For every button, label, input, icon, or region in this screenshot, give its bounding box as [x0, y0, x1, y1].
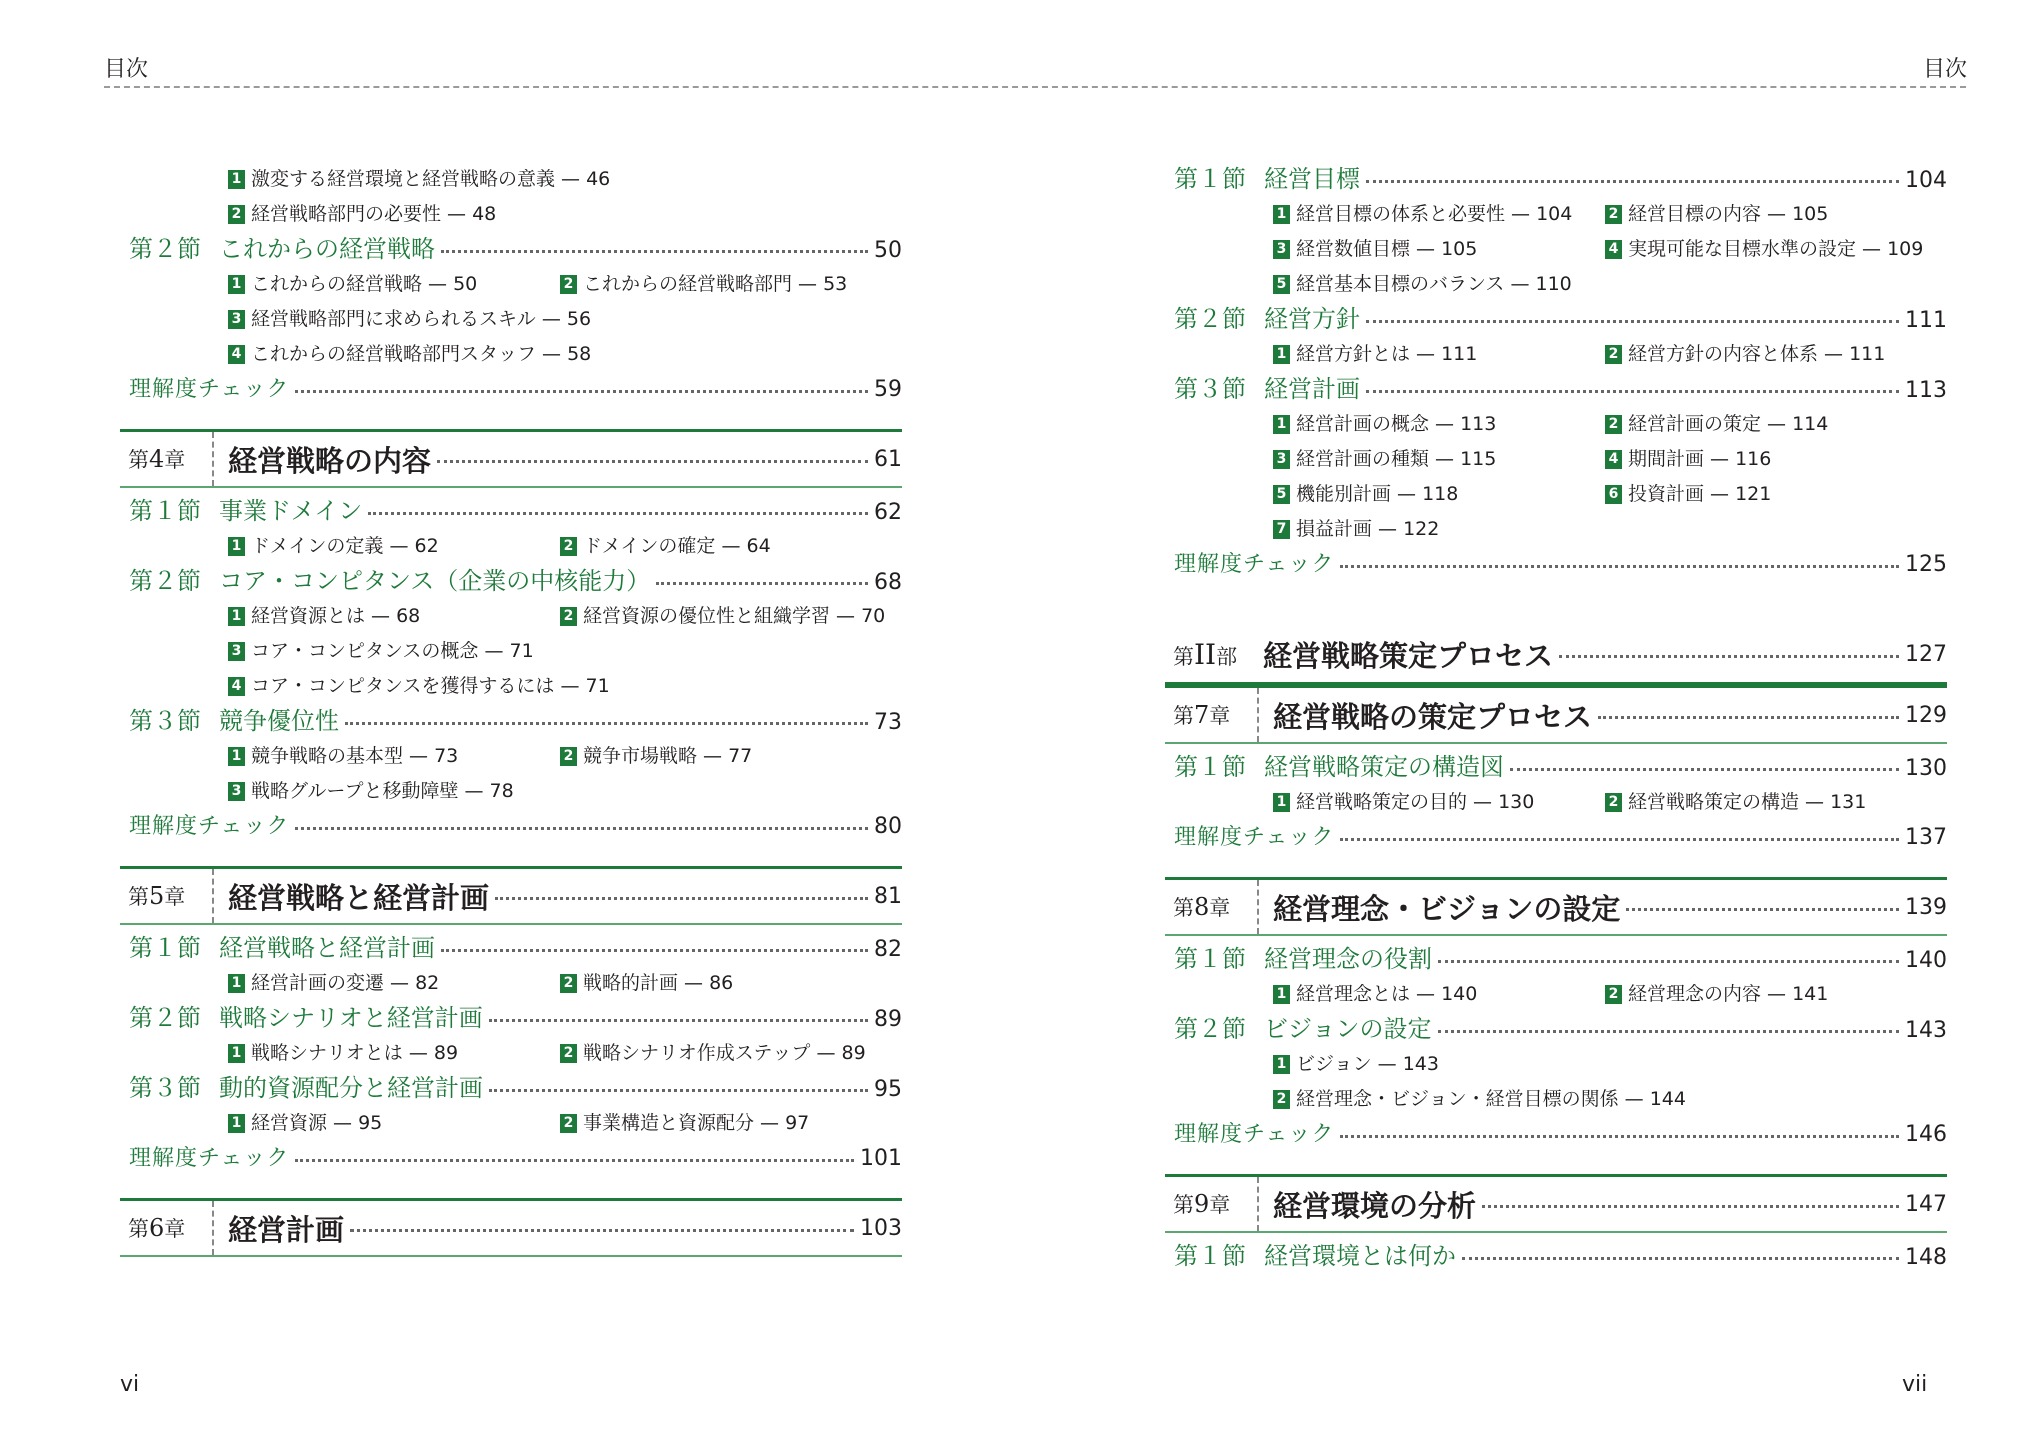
leader-dots	[1366, 320, 1899, 323]
chapter-title: 経営計画	[228, 1212, 345, 1247]
leader-dots	[1438, 1030, 1899, 1033]
section-title: 事業ドメイン	[219, 497, 363, 525]
toc-item[interactable]	[228, 529, 560, 564]
item-text: 事業構造と資源配分 — 97	[583, 1112, 810, 1134]
item-number-badge: 1	[228, 974, 245, 993]
section-title: これからの経営戦略	[219, 235, 435, 263]
toc-item[interactable]	[560, 529, 892, 564]
toc-item[interactable]	[1605, 477, 1937, 512]
section-label: 第１節	[129, 497, 201, 525]
section-row[interactable]	[120, 494, 902, 529]
item-number-badge: 4	[228, 345, 245, 364]
leader-dots	[1598, 716, 1899, 719]
item-group	[120, 1036, 902, 1071]
toc-item[interactable]	[228, 302, 902, 337]
item-group	[120, 267, 902, 372]
item-number-badge: 5	[1273, 275, 1290, 294]
toc-item[interactable]	[560, 1036, 892, 1071]
item-text: 損益計画 — 122	[1296, 518, 1440, 540]
toc-item[interactable]	[228, 774, 902, 809]
section-title: 動的資源配分と経営計画	[219, 1074, 483, 1102]
page-number: 111	[1905, 308, 1947, 333]
item-number-badge: 4	[1605, 450, 1622, 469]
page-number: 143	[1905, 1018, 1947, 1043]
chapter-title: 経営戦略と経営計画	[228, 880, 490, 915]
page-number: 80	[874, 814, 902, 839]
running-header-left: 目次	[104, 57, 149, 82]
leader-dots	[1340, 838, 1899, 841]
leader-dots	[437, 460, 868, 463]
item-group	[1165, 337, 1947, 372]
comprehension-check-row[interactable]	[1165, 1117, 1947, 1152]
toc-right-page	[1165, 162, 1947, 1274]
page-number: 148	[1905, 1245, 1947, 1270]
item-number-badge: 2	[560, 974, 577, 993]
item-number-badge: 2	[1605, 985, 1622, 1004]
item-text: 戦略グループと移動障壁 — 78	[251, 780, 514, 802]
item-text: 戦略シナリオ作成ステップ — 89	[583, 1042, 866, 1064]
item-group	[1165, 1047, 1947, 1117]
leader-dots	[1438, 960, 1899, 963]
item-text: 経営資源の優位性と組織学習 — 70	[583, 605, 886, 627]
page-number: 129	[1905, 702, 1947, 728]
page-number: 101	[860, 1146, 902, 1171]
item-text: ビジョン — 143	[1296, 1053, 1439, 1075]
page-number: 103	[860, 1215, 902, 1241]
section-title: 経営理念の役割	[1264, 945, 1432, 973]
chapter-title: 経営理念・ビジョンの設定	[1273, 891, 1621, 926]
chapter-title: 経営環境の分析	[1273, 1188, 1477, 1223]
toc-item[interactable]	[560, 1106, 892, 1141]
toc-item[interactable]	[228, 739, 560, 774]
leader-dots	[1340, 565, 1899, 568]
header-divider	[104, 86, 1966, 88]
section-label: 第１節	[129, 934, 201, 962]
item-text: 競争市場戦略 — 77	[583, 745, 753, 767]
section-label: 第２節	[1174, 305, 1246, 333]
item-text: 経営資源 — 95	[251, 1112, 383, 1134]
toc-item[interactable]	[1273, 785, 1605, 820]
item-number-badge: 7	[1273, 520, 1290, 539]
section-row[interactable]	[1165, 302, 1947, 337]
item-text: 経営戦略部門に求められるスキル — 56	[251, 308, 592, 330]
item-text: 実現可能な目標水準の設定 — 109	[1628, 238, 1924, 260]
section-row[interactable]	[120, 232, 902, 267]
toc-item[interactable]	[228, 966, 560, 1001]
check-title: 理解度チェック	[129, 377, 290, 402]
section-row[interactable]	[1165, 1239, 1947, 1274]
comprehension-check-row[interactable]	[120, 372, 902, 407]
chapter-title: 経営戦略の策定プロセス	[1273, 699, 1593, 734]
item-text: これからの経営戦略部門 — 53	[583, 273, 848, 295]
item-number-badge: 5	[1273, 485, 1290, 504]
page-number: 61	[874, 446, 902, 472]
toc-item[interactable]	[228, 1036, 560, 1071]
item-number-badge: 2	[560, 537, 577, 556]
item-text: これからの経営戦略 — 50	[251, 273, 478, 295]
leader-dots	[1510, 768, 1899, 771]
section-title: 経営戦略策定の構造図	[1264, 753, 1504, 781]
item-text: 経営基本目標のバランス — 110	[1296, 273, 1572, 295]
toc-item[interactable]	[228, 337, 902, 372]
item-text: ドメインの定義 — 62	[251, 535, 439, 557]
item-number-badge: 2	[1605, 415, 1622, 434]
chapter-heading-8[interactable]	[1165, 877, 1947, 936]
leader-dots	[1366, 390, 1899, 393]
item-group	[1165, 407, 1947, 547]
toc-item[interactable]	[1273, 1082, 1947, 1117]
item-group	[1165, 977, 1947, 1012]
section-row[interactable]	[120, 564, 902, 599]
toc-item[interactable]	[1273, 337, 1605, 372]
toc-item[interactable]	[560, 739, 892, 774]
page-number: 89	[874, 1007, 902, 1032]
item-text: 経営理念・ビジョン・経営目標の関係 — 144	[1296, 1088, 1686, 1110]
check-title: 理解度チェック	[1174, 825, 1335, 850]
leader-dots	[656, 582, 868, 585]
item-number-badge: 1	[228, 747, 245, 766]
section-row[interactable]	[1165, 372, 1947, 407]
toc-item[interactable]	[228, 267, 560, 302]
item-text: 経営資源とは — 68	[251, 605, 421, 627]
item-text: 経営計画の策定 — 114	[1628, 413, 1829, 435]
item-number-badge: 1	[1273, 345, 1290, 364]
toc-item[interactable]	[1605, 977, 1937, 1012]
toc-item[interactable]	[560, 599, 892, 634]
toc-item[interactable]	[1605, 442, 1937, 477]
item-number-badge: 2	[1273, 1090, 1290, 1109]
toc-item[interactable]	[1273, 512, 1947, 547]
leader-dots	[350, 1229, 854, 1232]
item-text: 経営理念の内容 — 141	[1628, 983, 1829, 1005]
item-number-badge: 1	[1273, 1055, 1290, 1074]
toc-item[interactable]	[1605, 407, 1937, 442]
leader-dots	[368, 512, 868, 515]
item-text: 経営計画の変遷 — 82	[251, 972, 440, 994]
item-group	[1165, 785, 1947, 820]
section-label: 第３節	[129, 1074, 201, 1102]
item-text: コア・コンピタンスの概念 — 71	[251, 640, 534, 662]
page-number: 68	[874, 570, 902, 595]
section-label: 第２節	[129, 567, 201, 595]
chapter-label: 第 7 章	[1165, 688, 1259, 742]
item-text: 機能別計画 — 118	[1296, 483, 1459, 505]
section-label: 第２節	[129, 235, 201, 263]
section-row[interactable]	[120, 704, 902, 739]
item-group	[120, 1106, 902, 1141]
page-number: 81	[874, 883, 902, 909]
item-number-badge: 1	[1273, 205, 1290, 224]
item-text: 戦略的計画 — 86	[583, 972, 734, 994]
chapter-heading-6[interactable]	[120, 1198, 902, 1257]
toc-item[interactable]	[1273, 442, 1605, 477]
toc-item[interactable]	[1605, 232, 1937, 267]
item-text: 経営戦略策定の目的 — 130	[1296, 791, 1535, 813]
item-text: これからの経営戦略部門スタッフ — 58	[251, 343, 592, 365]
leader-dots	[441, 250, 868, 253]
section-title: 競争優位性	[219, 707, 339, 735]
toc-item[interactable]	[1273, 477, 1605, 512]
toc-item[interactable]	[1605, 197, 1937, 232]
section-row[interactable]	[1165, 1012, 1947, 1047]
section-label: 第２節	[129, 1004, 201, 1032]
toc-item[interactable]	[560, 267, 892, 302]
item-text: 戦略シナリオとは — 89	[251, 1042, 459, 1064]
item-text: 経営目標の内容 — 105	[1628, 203, 1829, 225]
item-text: 経営目標の体系と必要性 — 104	[1296, 203, 1573, 225]
section-title: 経営環境とは何か	[1264, 1242, 1456, 1270]
item-group	[120, 599, 902, 704]
item-number-badge: 2	[560, 1114, 577, 1133]
leader-dots	[1626, 908, 1899, 911]
item-number-badge: 1	[228, 607, 245, 626]
section-title: コア・コンピタンス（企業の中核能力）	[219, 567, 651, 595]
leader-dots	[1366, 180, 1899, 183]
chapter-label: 第 5 章	[120, 869, 214, 923]
comprehension-check-row[interactable]	[1165, 820, 1947, 855]
toc-item[interactable]	[1273, 1047, 1947, 1082]
item-group	[120, 739, 902, 809]
section-label: 第３節	[129, 707, 201, 735]
section-row[interactable]	[1165, 942, 1947, 977]
page-number: 59	[874, 377, 902, 402]
leader-dots	[295, 1159, 854, 1162]
item-number-badge: 1	[228, 170, 245, 189]
item-number-badge: 2	[1605, 345, 1622, 364]
chapter-heading-5[interactable]	[120, 866, 902, 925]
section-label: 第１節	[1174, 753, 1246, 781]
item-number-badge: 2	[1605, 793, 1622, 812]
item-text: 激変する経営環境と経営戦略の意義 — 46	[251, 168, 611, 190]
leader-dots	[1559, 655, 1899, 658]
section-label: 第２節	[1174, 1015, 1246, 1043]
item-number-badge: 2	[560, 747, 577, 766]
page-number: 50	[874, 238, 902, 263]
toc-item[interactable]	[228, 1106, 560, 1141]
item-number-badge: 1	[228, 537, 245, 556]
page-number: 130	[1905, 756, 1947, 781]
item-number-badge: 3	[228, 642, 245, 661]
leader-dots	[1462, 1257, 1899, 1260]
item-text: 競争戦略の基本型 — 73	[251, 745, 459, 767]
chapter-label: 第 4 章	[120, 432, 214, 486]
item-text: 経営方針とは — 111	[1296, 343, 1478, 365]
toc-item[interactable]	[1273, 407, 1605, 442]
page-number: 95	[874, 1077, 902, 1102]
page-number: 125	[1905, 552, 1947, 577]
page-number: 113	[1905, 378, 1947, 403]
section-title: ビジョンの設定	[1264, 1015, 1432, 1043]
item-number-badge: 1	[228, 1044, 245, 1063]
page-number: 62	[874, 500, 902, 525]
item-text: 経営計画の概念 — 113	[1296, 413, 1497, 435]
toc-item[interactable]	[1273, 197, 1605, 232]
part-heading-2[interactable]	[1165, 626, 1947, 685]
page-number: 139	[1905, 894, 1947, 920]
comprehension-check-row[interactable]	[120, 809, 902, 844]
item-text: 経営方針の内容と体系 — 111	[1628, 343, 1886, 365]
toc-item[interactable]	[1273, 267, 1947, 302]
section-label: 第１節	[1174, 945, 1246, 973]
part-title: 経営戦略策定プロセス	[1263, 638, 1554, 673]
chapter-title: 経営戦略の内容	[228, 443, 432, 478]
check-title: 理解度チェック	[1174, 1122, 1335, 1147]
part-label: 第II部	[1173, 637, 1238, 671]
item-text: 経営戦略部門の必要性 — 48	[251, 203, 497, 225]
page-number: 146	[1905, 1122, 1947, 1147]
section-row[interactable]	[120, 1071, 902, 1106]
page-number: 147	[1905, 1191, 1947, 1217]
toc-item[interactable]	[228, 599, 560, 634]
toc-item[interactable]	[1605, 337, 1937, 372]
chapter-label: 第 9 章	[1165, 1177, 1259, 1231]
leader-dots	[495, 897, 868, 900]
item-group	[1165, 197, 1947, 302]
leader-dots	[441, 949, 868, 952]
item-number-badge: 3	[228, 310, 245, 329]
toc-item[interactable]	[560, 966, 892, 1001]
item-number-badge: 3	[1273, 240, 1290, 259]
item-number-badge: 4	[1605, 240, 1622, 259]
chapter-heading-9[interactable]	[1165, 1174, 1947, 1233]
item-number-badge: 2	[1605, 205, 1622, 224]
leader-dots	[1340, 1135, 1899, 1138]
section-title: 経営方針	[1264, 305, 1360, 333]
leader-dots	[489, 1089, 868, 1092]
folio-right: vii	[1902, 1372, 1928, 1397]
section-row[interactable]	[1165, 162, 1947, 197]
section-label: 第１節	[1174, 165, 1246, 193]
page-number: 140	[1905, 948, 1947, 973]
chapter-label: 第 6 章	[120, 1201, 214, 1255]
toc-item[interactable]	[228, 162, 902, 197]
item-number-badge: 6	[1605, 485, 1622, 504]
item-number-badge: 1	[1273, 415, 1290, 434]
item-text: 経営戦略策定の構造 — 131	[1628, 791, 1867, 813]
check-title: 理解度チェック	[1174, 552, 1335, 577]
section-title: 経営目標	[1264, 165, 1360, 193]
check-title: 理解度チェック	[129, 814, 290, 839]
chapter-heading-7[interactable]	[1165, 685, 1947, 744]
item-text: 経営理念とは — 140	[1296, 983, 1478, 1005]
comprehension-check-row[interactable]	[120, 1141, 902, 1176]
toc-item[interactable]	[1605, 785, 1937, 820]
toc-item[interactable]	[1273, 232, 1605, 267]
item-text: コア・コンピタンスを獲得するには — 71	[251, 675, 610, 697]
item-group	[120, 966, 902, 1001]
page-number: 82	[874, 937, 902, 962]
section-label: 第３節	[1174, 375, 1246, 403]
running-header-right: 目次	[1922, 57, 1967, 82]
section-title: 戦略シナリオと経営計画	[219, 1004, 483, 1032]
section-title: 経営戦略と経営計画	[219, 934, 435, 962]
item-group	[120, 162, 902, 232]
item-number-badge: 2	[560, 1044, 577, 1063]
item-number-badge: 1	[228, 275, 245, 294]
item-number-badge: 1	[1273, 985, 1290, 1004]
section-title: 経営計画	[1264, 375, 1360, 403]
leader-dots	[345, 722, 868, 725]
leader-dots	[295, 827, 868, 830]
item-text: 経営数値目標 — 105	[1296, 238, 1478, 260]
leader-dots	[1482, 1205, 1899, 1208]
item-number-badge: 3	[1273, 450, 1290, 469]
check-title: 理解度チェック	[129, 1146, 290, 1171]
section-label: 第１節	[1174, 1242, 1246, 1270]
item-number-badge: 3	[228, 782, 245, 801]
item-number-badge: 1	[1273, 793, 1290, 812]
item-number-badge: 2	[560, 607, 577, 626]
comprehension-check-row[interactable]	[1165, 547, 1947, 582]
page-number: 127	[1905, 641, 1947, 667]
item-group	[120, 529, 902, 564]
chapter-label: 第 8 章	[1165, 880, 1259, 934]
leader-dots	[295, 390, 868, 393]
item-text: 期間計画 — 116	[1628, 448, 1772, 470]
item-number-badge: 2	[228, 205, 245, 224]
section-row[interactable]	[1165, 750, 1947, 785]
page-number: 104	[1905, 168, 1947, 193]
toc-item[interactable]	[228, 634, 902, 669]
item-number-badge: 2	[560, 275, 577, 294]
toc-left-page	[120, 162, 902, 1263]
section-row[interactable]	[120, 1001, 902, 1036]
item-text: 経営計画の種類 — 115	[1296, 448, 1497, 470]
toc-item[interactable]	[228, 669, 902, 704]
item-number-badge: 4	[228, 677, 245, 696]
page-number: 137	[1905, 825, 1947, 850]
item-text: ドメインの確定 — 64	[583, 535, 771, 557]
toc-item[interactable]	[1273, 977, 1605, 1012]
toc-item[interactable]	[228, 197, 902, 232]
leader-dots	[489, 1019, 868, 1022]
page-number: 73	[874, 710, 902, 735]
item-number-badge: 1	[228, 1114, 245, 1133]
chapter-heading-4[interactable]	[120, 429, 902, 488]
section-row[interactable]	[120, 931, 902, 966]
folio-left: vi	[120, 1372, 140, 1397]
item-text: 投資計画 — 121	[1628, 483, 1772, 505]
